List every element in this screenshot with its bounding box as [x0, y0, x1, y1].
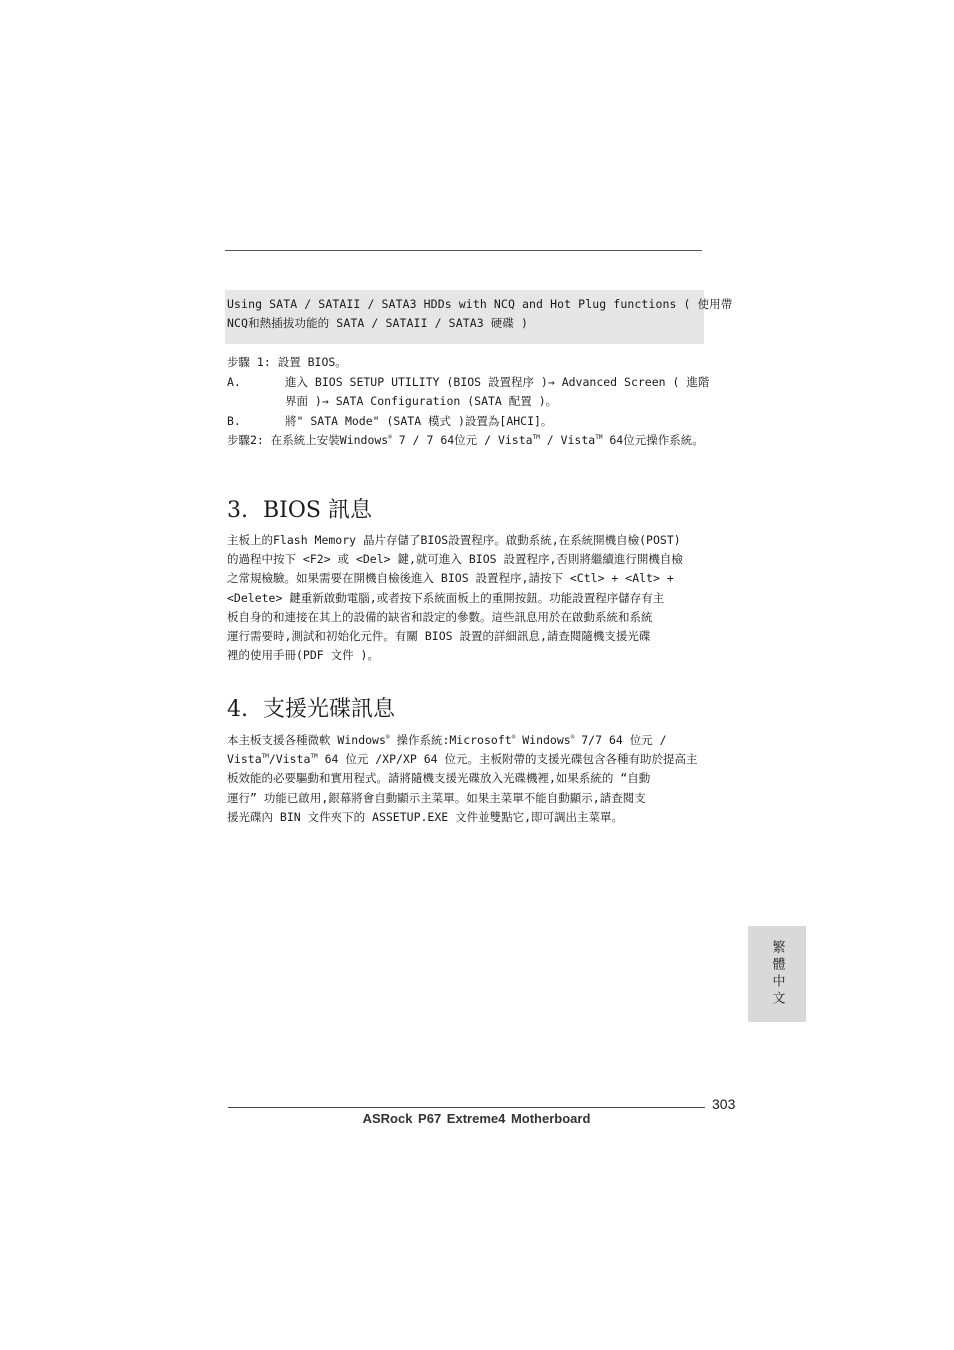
setup-steps — [227, 353, 710, 451]
step-2-text-c: / Vista — [539, 433, 596, 447]
step-b — [227, 412, 707, 432]
section-3-line: <Delete> 鍵重新啟動電腦,或者按下系統面板上的重開按鈕。功能設置程序儲存有主 — [227, 590, 665, 605]
section-4-title: 支援光碟訊息 — [263, 697, 396, 722]
section-4-text: 64 位元 /XP/XP 64 位元。主板附帶的支援光碟包含各種有助於提高主 — [317, 752, 698, 767]
trademark-mark: TM — [261, 753, 269, 761]
step-1: 步驟 1: 設置 BIOS。 — [227, 355, 347, 369]
section-4-line: 運行” 功能已啟用,銀幕將會自動顯示主菜單。如果主菜單不能自動顯示,請查閱支 — [227, 790, 646, 805]
section-3-line: 之常規檢驗。如果需要在開機自檢後進入 BIOS 設置程序,請按下 <Ctl> + <Alt> + — [227, 571, 674, 586]
bottom-rule — [228, 1107, 705, 1108]
section-4-heading — [227, 695, 395, 725]
section-3-heading — [227, 496, 372, 526]
note-box — [225, 290, 733, 344]
registered-mark: ® — [511, 734, 516, 741]
section-4-text: 操作系統:Microsoft — [389, 733, 512, 747]
step-2-text-b: 7 / 7 64位元 / Vista — [391, 433, 533, 447]
section-3-number: 3. — [227, 498, 248, 523]
section-3-line: 板自身的和連接在其上的設備的缺省和設定的參數。這些訊息用於在啟動系統和系統 — [227, 609, 653, 624]
language-side-tab-label: 繁體中文 — [769, 940, 785, 1008]
section-3-body — [227, 531, 705, 665]
section-4-body — [227, 731, 705, 827]
section-4-line — [227, 731, 705, 750]
section-3-title: BIOS 訊息 — [263, 498, 372, 523]
note-line-1: Using SATA / SATAII / SATA3 HDDs with NCQ and Hot Plug functions ( 使用帶 — [227, 297, 733, 311]
section-3-line: 運行需要時,測試和初始化元件。有關 BIOS 設置的詳細訊息,請查閱隨機支援光碟 — [227, 629, 651, 644]
trademark-mark: TM — [310, 753, 318, 761]
page-number: 303 — [712, 1096, 736, 1112]
step-a — [227, 373, 710, 393]
section-4-text: /Vista — [268, 752, 311, 767]
step-2 — [227, 431, 707, 451]
trademark-mark: TM — [532, 434, 540, 441]
registered-mark: ® — [385, 734, 390, 741]
step-2-text-d: 64位元操作系統。 — [602, 433, 704, 447]
step-a-tag: A. — [227, 374, 241, 389]
registered-mark: ® — [570, 734, 575, 741]
section-4-text: 7/7 64 位元 / — [574, 733, 667, 747]
step-b-tag: B. — [227, 413, 241, 428]
registered-mark: ® — [388, 434, 392, 441]
step-a-text-2: 界面 )→ SATA Configuration (SATA 配置 )。 — [285, 394, 558, 408]
section-4-number: 4. — [227, 697, 248, 722]
section-3-line: 主板上的Flash Memory 晶片存儲了BIOS設置程序。啟動系統,在系統開機自檢(POST) — [227, 533, 681, 547]
section-4-line: 板效能的必要驅動和實用程式。請將隨機支援光碟放入光碟機裡,如果系統的 “自動 — [227, 771, 651, 786]
step-2-text-a: 步驟2: 在系統上安裝Windows — [227, 433, 389, 447]
step-b-text: 將" SATA Mode" (SATA 模式 )設置為[AHCI]。 — [285, 413, 553, 428]
step-a-text-1: 進入 BIOS SETUP UTILITY (BIOS 設置程序 )→ Advanced Screen ( 進階 — [285, 374, 710, 389]
section-4-line: 援光碟內 BIN 文件夾下的 ASSETUP.EXE 文件並雙點它,即可調出主菜單。 — [227, 809, 624, 824]
section-4-text: Windows — [515, 733, 571, 747]
section-4-line — [227, 750, 705, 769]
section-3-line: 裡的使用手冊(PDF 文件 )。 — [227, 648, 379, 663]
section-3-line: 的過程中按下 <F2> 或 <Del> 鍵,就可進入 BIOS 設置程序,否則將繼續進行開機自檢 — [227, 552, 683, 567]
section-4-text: 本主板支援各種微軟 Windows — [227, 733, 386, 747]
trademark-mark: TM — [595, 434, 603, 441]
top-rule — [225, 250, 702, 251]
language-side-tab — [748, 926, 806, 1022]
note-line-2: NCQ和熱插拔功能的 SATA / SATAII / SATA3 硬碟 ) — [227, 316, 529, 330]
section-4-text: Vista — [227, 752, 262, 767]
footer-title: ASRock P67 Extreme4 Motherboard — [362, 1111, 591, 1126]
